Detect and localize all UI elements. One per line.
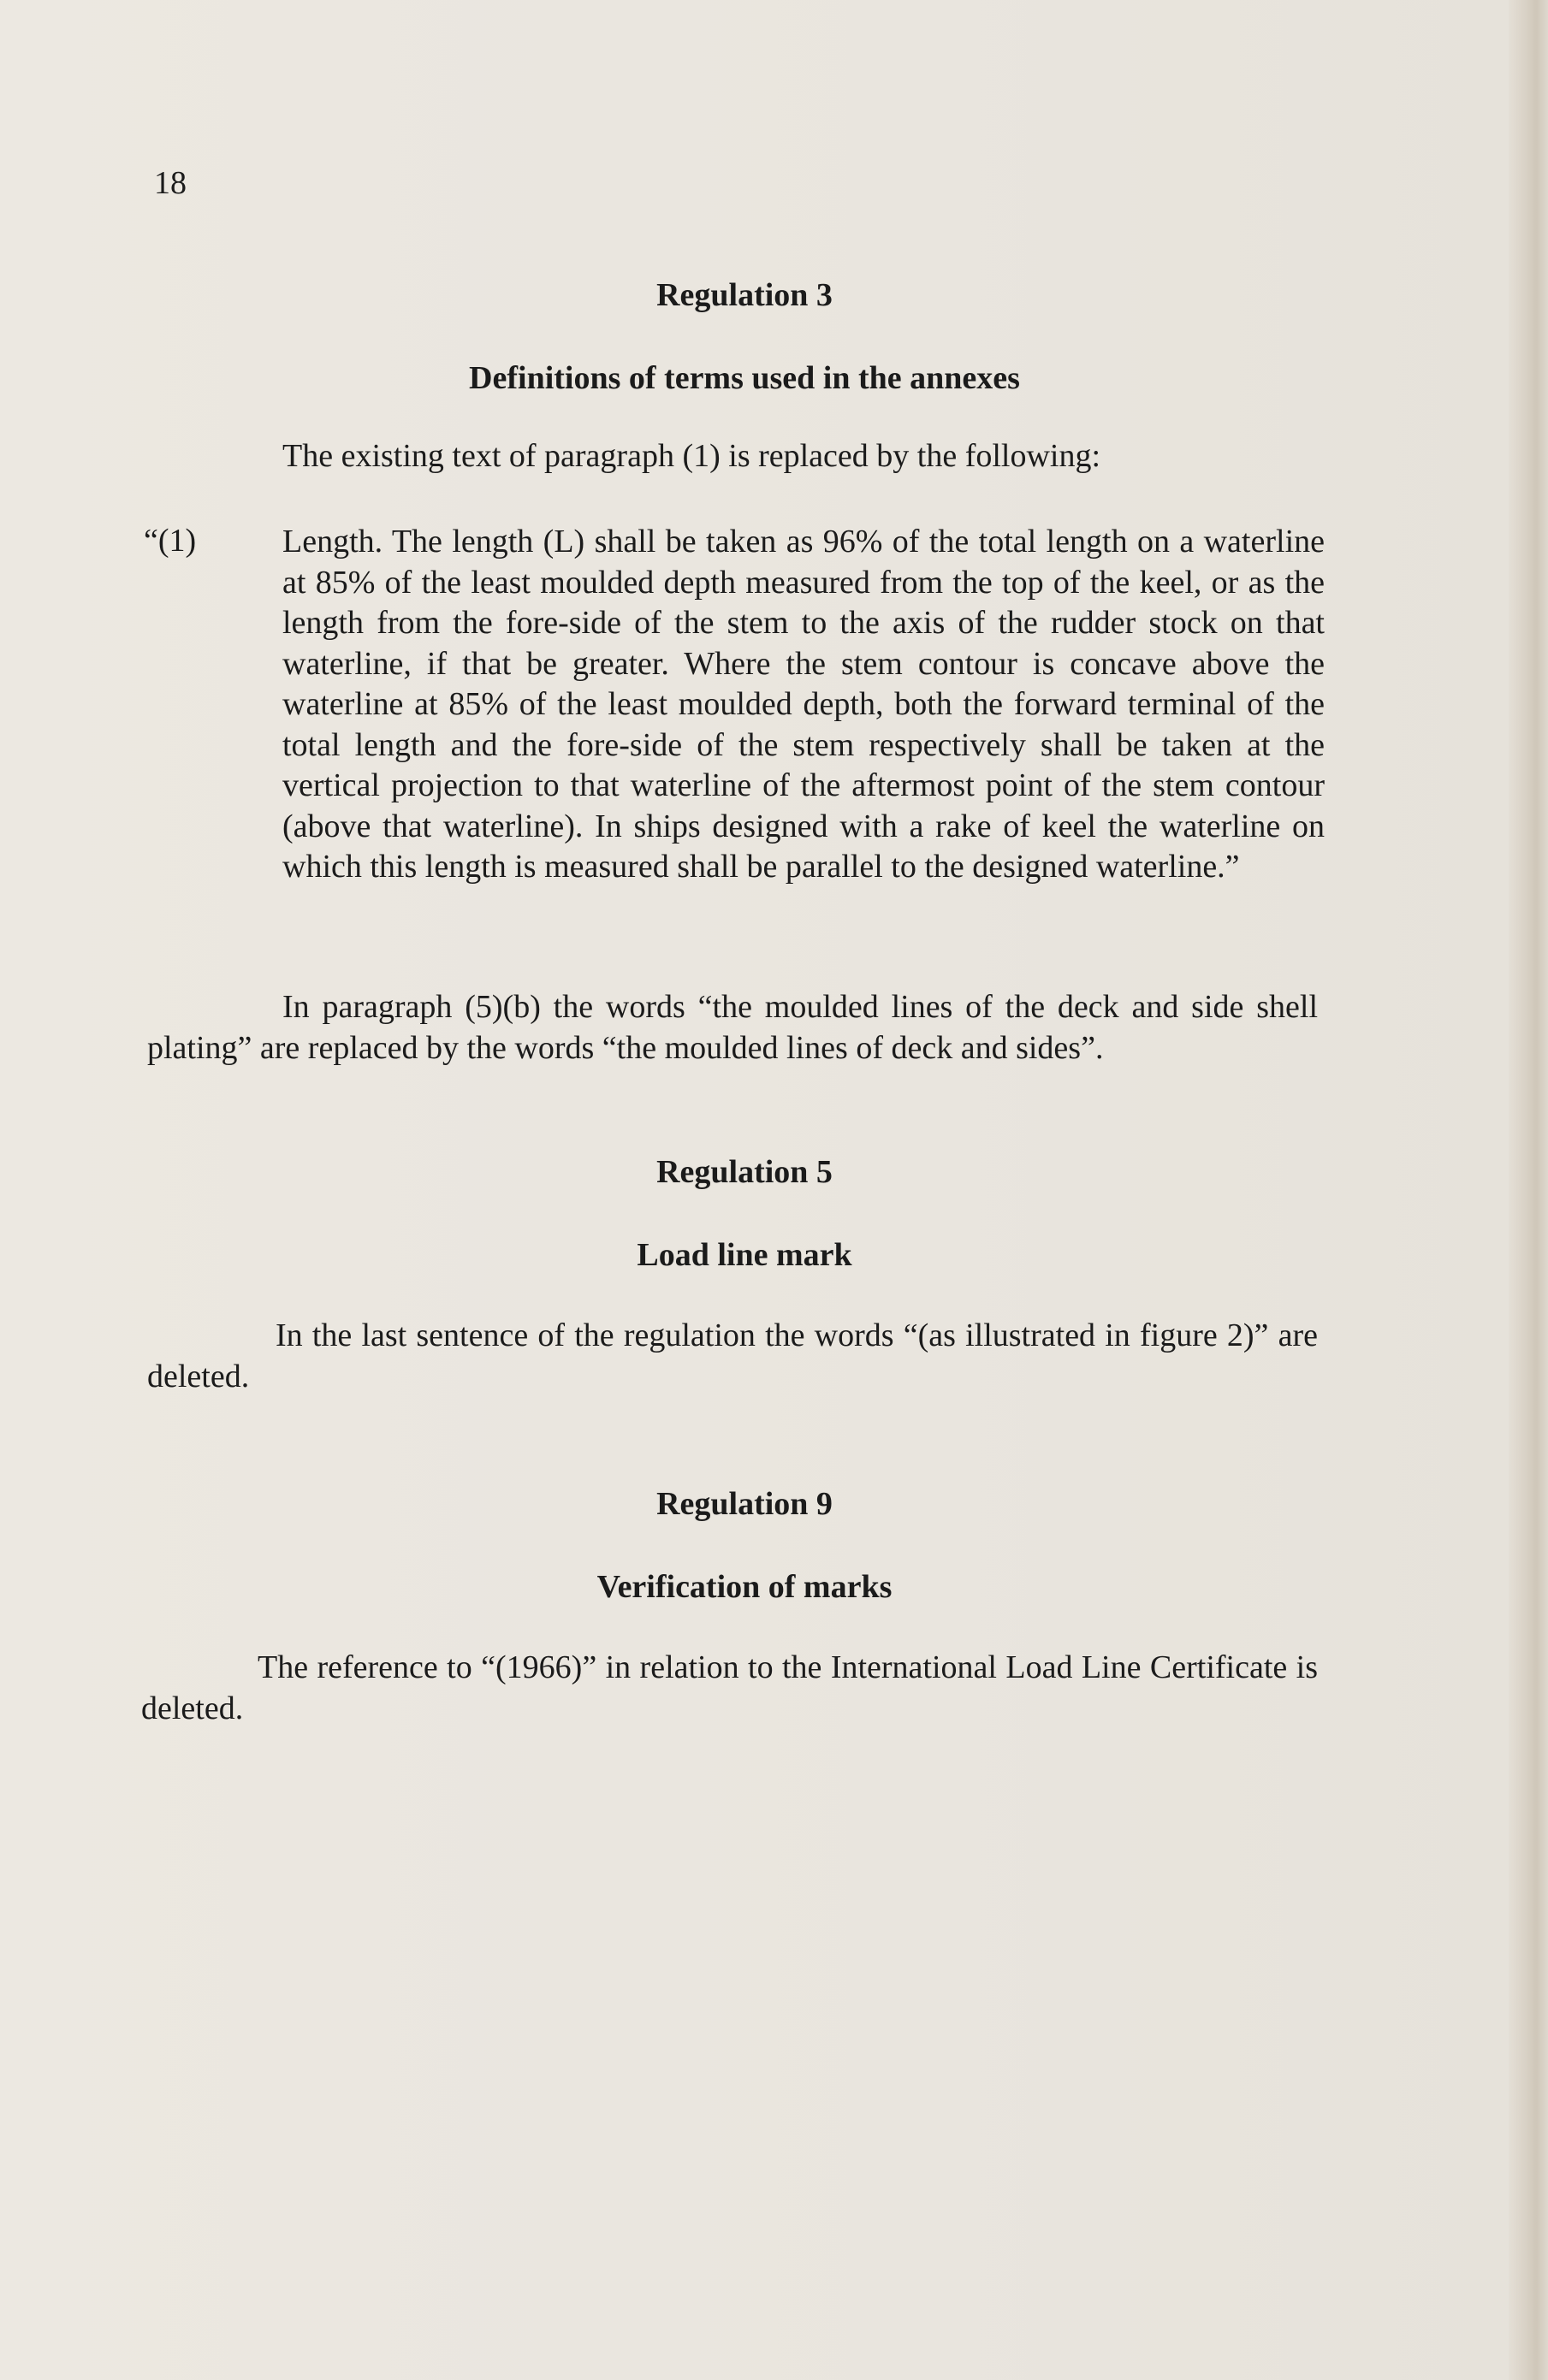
paragraph-1-number: “(1) [144,523,197,559]
regulation-3-title: Regulation 3 [656,277,833,313]
regulation-3-intro: The existing text of paragraph (1) is replaced by the following: [282,438,1101,474]
paragraph-5b-amendment: In paragraph (5)(b) the words “the moulded lines of the deck and side shell plating” are replaced by the words “the moulded lines of deck and sides”. [147,989,1318,1066]
page-number: 18 [154,165,187,201]
page-edge-shadow [1509,0,1548,2380]
regulation-9-title: Regulation 9 [656,1486,833,1522]
paragraph-1-text: Length. The length (L) shall be taken as 96% of the total length on a waterline at 85% of the least moulded depth measured from the top of the keel, or as the length from the fore-side of the stem to the axis of the rudder stock on that waterline, if that be greater. Where the stem contour is concave above the waterline at 85% of the least moulded depth, both the forward terminal of the total length and the fore-side of the stem respectively shall be taken at the vertical projection to that waterline of the aftermost point of the stem contour (above that waterline). In ships designed with a rake of keel the waterline on which this length is measured shall be parallel to the designed waterline.” [282,524,1325,885]
regulation-5-title: Regulation 5 [656,1154,833,1190]
regulation-5-text: In the last sentence of the regulation the words “(as illustrated in figure 2)” are deleted. [147,1317,1318,1394]
regulation-3-subtitle: Definitions of terms used in the annexes [469,360,1020,396]
regulation-9-text: The reference to “(1966)” in relation to the International Load Line Certificate is deleted. [141,1649,1318,1726]
regulation-5-subtitle: Load line mark [637,1237,852,1273]
regulation-9-subtitle: Verification of marks [596,1569,893,1605]
